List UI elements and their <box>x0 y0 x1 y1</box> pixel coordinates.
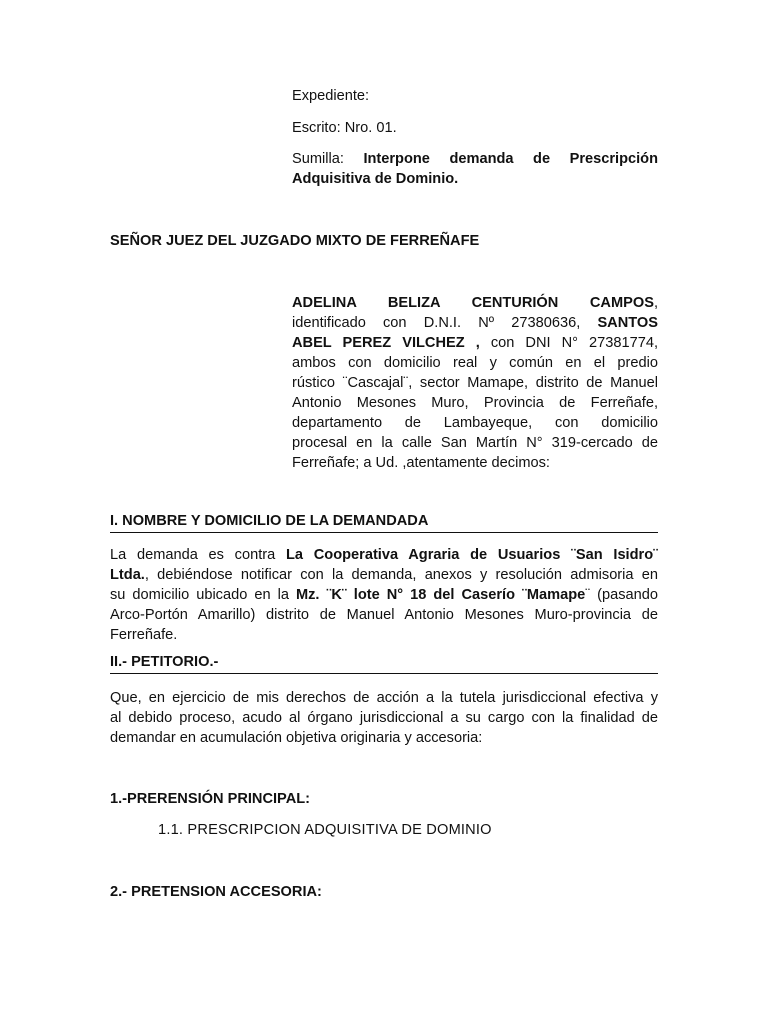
sumilla-text-2: Adquisitiva de Dominio. <box>292 171 459 187</box>
petitioners-line-9: Ferreñafe; a Ud. ,atentamente decimos: <box>292 455 550 471</box>
section-3-item: 1.1. PRESCRIPCION ADQUISITIVA DE DOMINIO <box>158 822 492 838</box>
section-1-line-3: su domicilio ubicado en la Mz. ¨K¨ lote N° 18 del Caserío ¨Mamape¨ (pasando <box>110 587 658 603</box>
sumilla-line-2 <box>292 169 658 189</box>
petitioners-line-6: Antonio Mesones Muro, Provincia de Ferreñafe, <box>292 395 658 411</box>
petitioner-1-name: ADELINA BELIZA CENTURIÓN CAMPOS <box>292 295 654 311</box>
petitioners-line-1: ADELINA BELIZA CENTURIÓN CAMPOS, <box>292 295 658 311</box>
petitioners-line-4: ambos con domicilio real y común en el predio <box>292 355 658 371</box>
section-3-title: 1.-PRERENSIÓN PRINCIPAL: <box>110 791 311 807</box>
petitioners-line-3: ABEL PEREZ VILCHEZ , con DNI N° 27381774, <box>292 335 659 351</box>
sumilla-text-1: Interpone demanda de Prescripción <box>363 151 658 167</box>
petitioners-line-2: identificado con D.N.I. Nº 27380636, SANTOS <box>292 315 658 331</box>
petitioners-line-8: procesal en la calle San Martín N° 319-cercado de <box>292 435 658 451</box>
escrito-label: Escrito: Nro. 01. <box>292 120 397 136</box>
section-2-title: II.- PETITORIO.- <box>110 652 658 674</box>
petitioners-line-5: rústico ¨Cascajal¨, sector Mamape, distrito de Manuel <box>292 375 658 391</box>
section-1-line-1: La demanda es contra La Cooperativa Agraria de Usuarios ¨San Isidro¨ <box>110 547 658 563</box>
defendant-name: La Cooperativa Agraria de Usuarios ¨San Isidro¨ <box>285 547 658 563</box>
section-1-line-2: Ltda., debiéndose notificar con la demanda, anexos y resolución admisoria en <box>110 567 658 583</box>
petitioners-line-7: departamento de Lambayeque, con domicilio <box>292 415 658 431</box>
section-2-line-3: demandar en acumulación objetiva originaria y accesoria: <box>110 730 483 746</box>
section-1-title: I. NOMBRE Y DOMICILIO DE LA DEMANDADA <box>110 511 658 533</box>
section-2-line-2: al debido proceso, acudo al órgano jurisdiccional a su cargo con la finalidad de <box>110 710 658 726</box>
expediente-label: Expediente: <box>292 88 370 104</box>
sumilla-line-1 <box>292 149 658 169</box>
section-4-title: 2.- PRETENSION ACCESORIA: <box>110 884 322 900</box>
sumilla-label: Sumilla: <box>292 151 344 167</box>
petitioner-2-name-a: SANTOS <box>597 315 658 331</box>
petitioner-2-name-b: ABEL PEREZ VILCHEZ , <box>292 335 480 351</box>
addressee: SEÑOR JUEZ DEL JUZGADO MIXTO DE FERREÑAFE <box>110 233 480 249</box>
section-1-line-4: Arco-Portón Amarillo) distrito de Manuel Antonio Mesones Muro-provincia de <box>110 607 658 623</box>
section-2-line-1: Que, en ejercicio de mis derechos de acción a la tutela jurisdiccional efectiva y <box>110 690 658 706</box>
section-1-line-5: Ferreñafe. <box>110 627 178 643</box>
defendant-address: Mz. ¨K¨ lote N° 18 del Caserío ¨Mamape <box>295 587 586 603</box>
